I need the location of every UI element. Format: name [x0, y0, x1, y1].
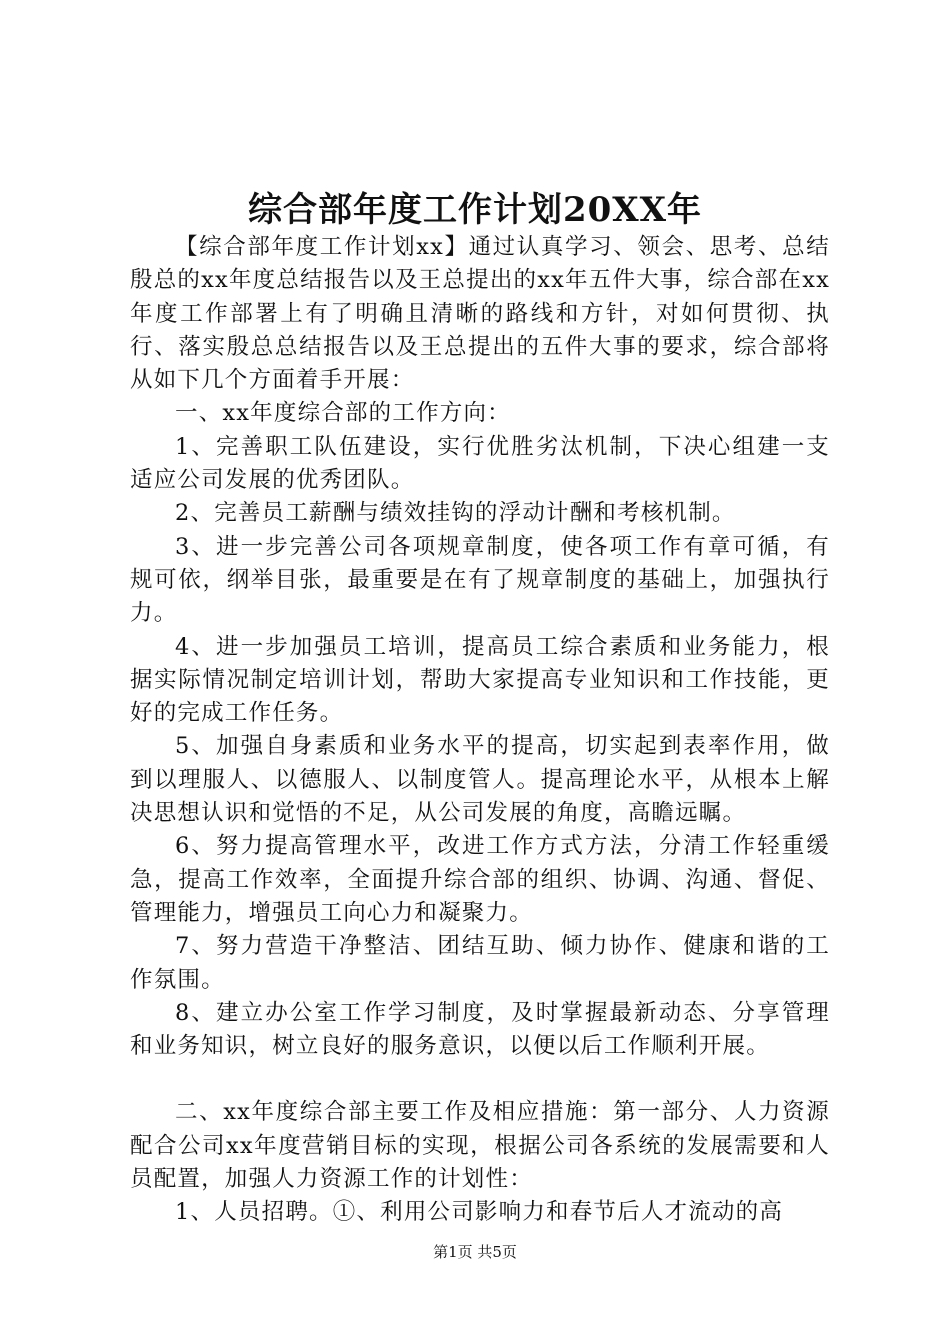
paragraph-item-5: 5、加强自身素质和业务水平的提高，切实起到表率作用，做到以理服人、以德服人、以制度管人。提高理论水平，从根本上解决思想认识和觉悟的不足，从公司发展的角度，高瞻远瞩。	[130, 733, 830, 827]
document-title: 综合部年度工作计划20XX年	[247, 190, 703, 230]
paragraph-section-2-item-1: 1、人员招聘。①、利用公司影响力和春节后人才流动的高	[175, 1199, 784, 1226]
paragraph-item-1: 1、完善职工队伍建设，实行优胜劣汰机制，下决心组建一支适应公司发展的优秀团队。	[130, 433, 830, 494]
paragraph-section-2: 二、xx年度综合部主要工作及相应措施：第一部分、人力资源配合公司xx年度营销目标的实现，根据公司各系统的发展需要和人员配置，加强人力资源工作的计划性：	[130, 1099, 830, 1193]
paragraph-item-7: 7、努力营造干净整洁、团结互助、倾力协作、健康和谐的工作氛围。	[130, 933, 830, 993]
paragraph-item-8: 8、建立办公室工作学习制度，及时掌握最新动态、分享管理和业务知识，树立良好的服务意识，以便以后工作顺利开展。	[130, 999, 830, 1060]
paragraph-section-1-heading: 一、xx年度综合部的工作方向：	[175, 400, 511, 427]
paragraph-intro: 【综合部年度工作计划xx】通过认真学习、领会、思考、总结殷总的xx年度总结报告以及王总提出的xx年五件大事，综合部在xx年度工作部署上有了明确且清晰的路线和方针，对如何贯彻、执行、落实殷总总结报告以及王总提出的五件大事的要求，综合部将从如下几个方面着手开展：	[130, 234, 830, 394]
paragraph-item-6: 6、努力提高管理水平，改进工作方式方法，分清工作轻重缓急，提高工作效率，全面提升综合部的组织、协调、沟通、督促、管理能力，增强员工向心力和凝聚力。	[130, 833, 830, 926]
document-body	[130, 231, 830, 1230]
paragraph-item-2: 2、完善员工薪酬与绩效挂钩的浮动计酬和考核机制。	[175, 500, 736, 527]
page-footer: 第1页 共5页	[433, 1243, 517, 1261]
paragraph-item-3: 3、进一步完善公司各项规章制度，使各项工作有章可循，有规可依，纲举目张，最重要是在有了规章制度的基础上，加强执行力。	[130, 533, 830, 627]
paragraph-item-4: 4、进一步加强员工培训，提高员工综合素质和业务能力，根据实际情况制定培训计划，帮助大家提高专业知识和工作技能，更好的完成工作任务。	[130, 633, 830, 727]
